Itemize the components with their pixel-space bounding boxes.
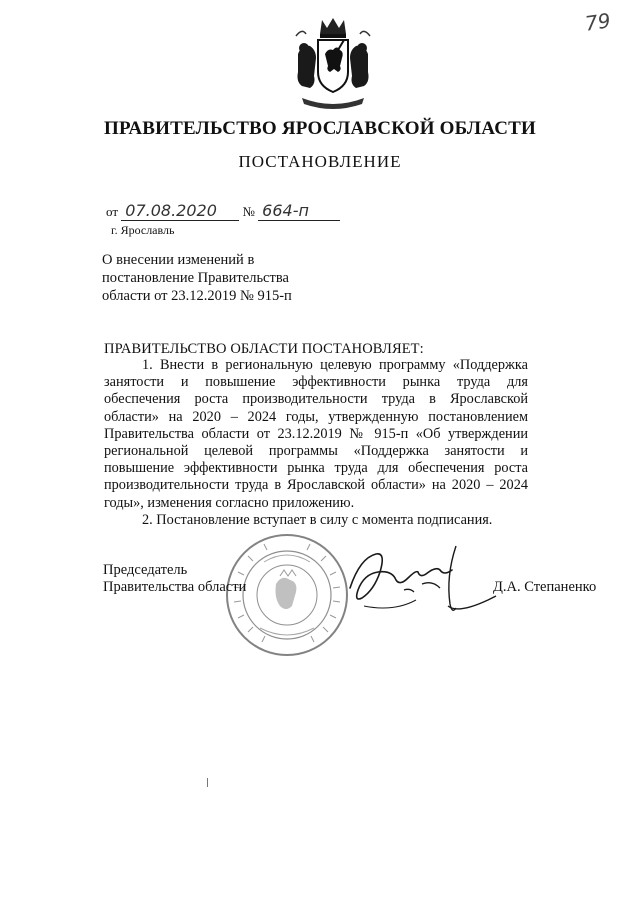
- body-paragraph: 1. Внести в региональную целевую программу «Поддержка занятости и повышение эффективности рынка труда для обеспечения роста производительности труда в Ярославской области» на 2020 – 2024 годы, утвержденную постановлением Правительства области от 23.12.2019 № 915-п «Об утверждении региональной целевой программы «Поддержка занятости и повышение эффективности рынка труда для обеспечения роста производительности труда в Ярославской области» на 2020 – 2024 годы», изменения согласно приложению.: [104, 357, 528, 511]
- document-type: ПОСТАНОВЛЕНИЕ: [238, 152, 402, 171]
- number-label: №: [242, 204, 255, 219]
- subject-line: постановление Правительства: [102, 270, 289, 286]
- government-title: ПРАВИТЕЛЬСТВО ЯРОСЛАВСКОЙ ОБЛАСТИ: [104, 118, 536, 139]
- subject-line: О внесении изменений в: [102, 252, 255, 268]
- city: г. Ярославль: [111, 223, 175, 237]
- document-subject: [102, 251, 352, 305]
- signer-position-line: Председатель: [103, 562, 188, 578]
- subject-line: области от 23.12.2019 № 915-п: [102, 288, 292, 304]
- date-prefix: от: [106, 204, 119, 219]
- document-date: 07.08.2020: [121, 202, 239, 221]
- resolution-heading: ПРАВИТЕЛЬСТВО ОБЛАСТИ ПОСТАНОВЛЯЕТ:: [104, 341, 424, 357]
- signer-position-line: Правительства области: [103, 579, 247, 595]
- signer-position: [103, 562, 246, 596]
- date-number-line: [106, 202, 340, 221]
- handwritten-signature-icon: [344, 536, 504, 626]
- signer-name: Д.А. Степаненко: [493, 579, 597, 595]
- page-number: 79: [583, 8, 612, 36]
- body-paragraph: 2. Постановление вступает в силу с момента подписания.: [142, 511, 493, 528]
- scan-artifact: [207, 778, 208, 787]
- coat-of-arms-icon: [292, 14, 374, 112]
- document-number: 664-п: [258, 202, 340, 221]
- document-body: [104, 357, 528, 529]
